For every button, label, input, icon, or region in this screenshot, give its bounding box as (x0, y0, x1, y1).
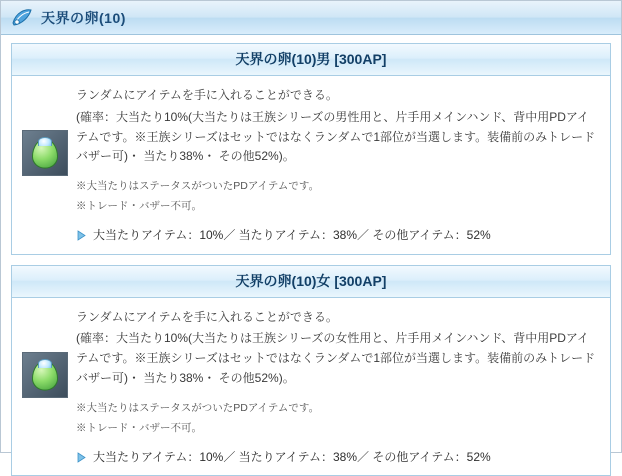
rate-summary-text: 大当たりアイテム：10%／ 当たりアイテム：38%／ その他アイテム：52% (93, 227, 491, 242)
rate-summary-text: 大当たりアイテム：10%／ 当たりアイテム：38%／ その他アイテム：52% (93, 449, 491, 464)
description-line: (確率：大当たり10%(大当たりは王族シリーズの男性用と、片手用メインハンド、背中用PDアイテムです。※王族シリーズはセットではなくランダムで1部位が当選します。装備前のみトレードバザー可)・ 当たり38%・ その他52%)。 (76, 109, 596, 164)
item-description (76, 86, 600, 246)
card-body (12, 298, 610, 476)
feather-wing-icon (11, 7, 33, 29)
content-area (1, 35, 621, 476)
description-line: (確率：大当たり10%(大当たりは王族シリーズの女性用と、片手用メインハンド、背中用PDアイテムです。※王族シリーズはセットではなくランダムで1部位が当選します。装備前のみトレードバザー可)・ 当たり38%・ その他52%)。 (76, 331, 596, 386)
description-line: ランダムにアイテムを手に入れることができる。 (76, 309, 338, 324)
card-title: 天界の卵(10)女 [300AP] (12, 266, 610, 298)
description-line: ランダムにアイテムを手に入れることができる。 (76, 88, 338, 102)
blue-triangle-bullet-icon (76, 230, 87, 241)
item-description (76, 308, 600, 468)
rate-summary (76, 226, 600, 246)
description-note: ※トレード・バザー不可。 (76, 200, 202, 213)
description-note: ※大当たりはステータスがついたPDアイテムです。 (76, 180, 320, 193)
description-note: ※トレード・バザー不可。 (76, 421, 202, 434)
rate-summary (76, 448, 600, 468)
blue-triangle-bullet-icon (76, 452, 87, 463)
page-header (1, 1, 621, 35)
item-card (11, 265, 611, 476)
card-body (12, 76, 610, 254)
description-note: ※大当たりはステータスがついたPDアイテムです。 (76, 401, 320, 414)
page-title: 天界の卵(10) (41, 9, 126, 26)
green-egg-item-icon (22, 352, 68, 398)
green-egg-item-icon (22, 130, 68, 176)
item-card (11, 43, 611, 255)
card-title: 天界の卵(10)男 [300AP] (12, 44, 610, 76)
